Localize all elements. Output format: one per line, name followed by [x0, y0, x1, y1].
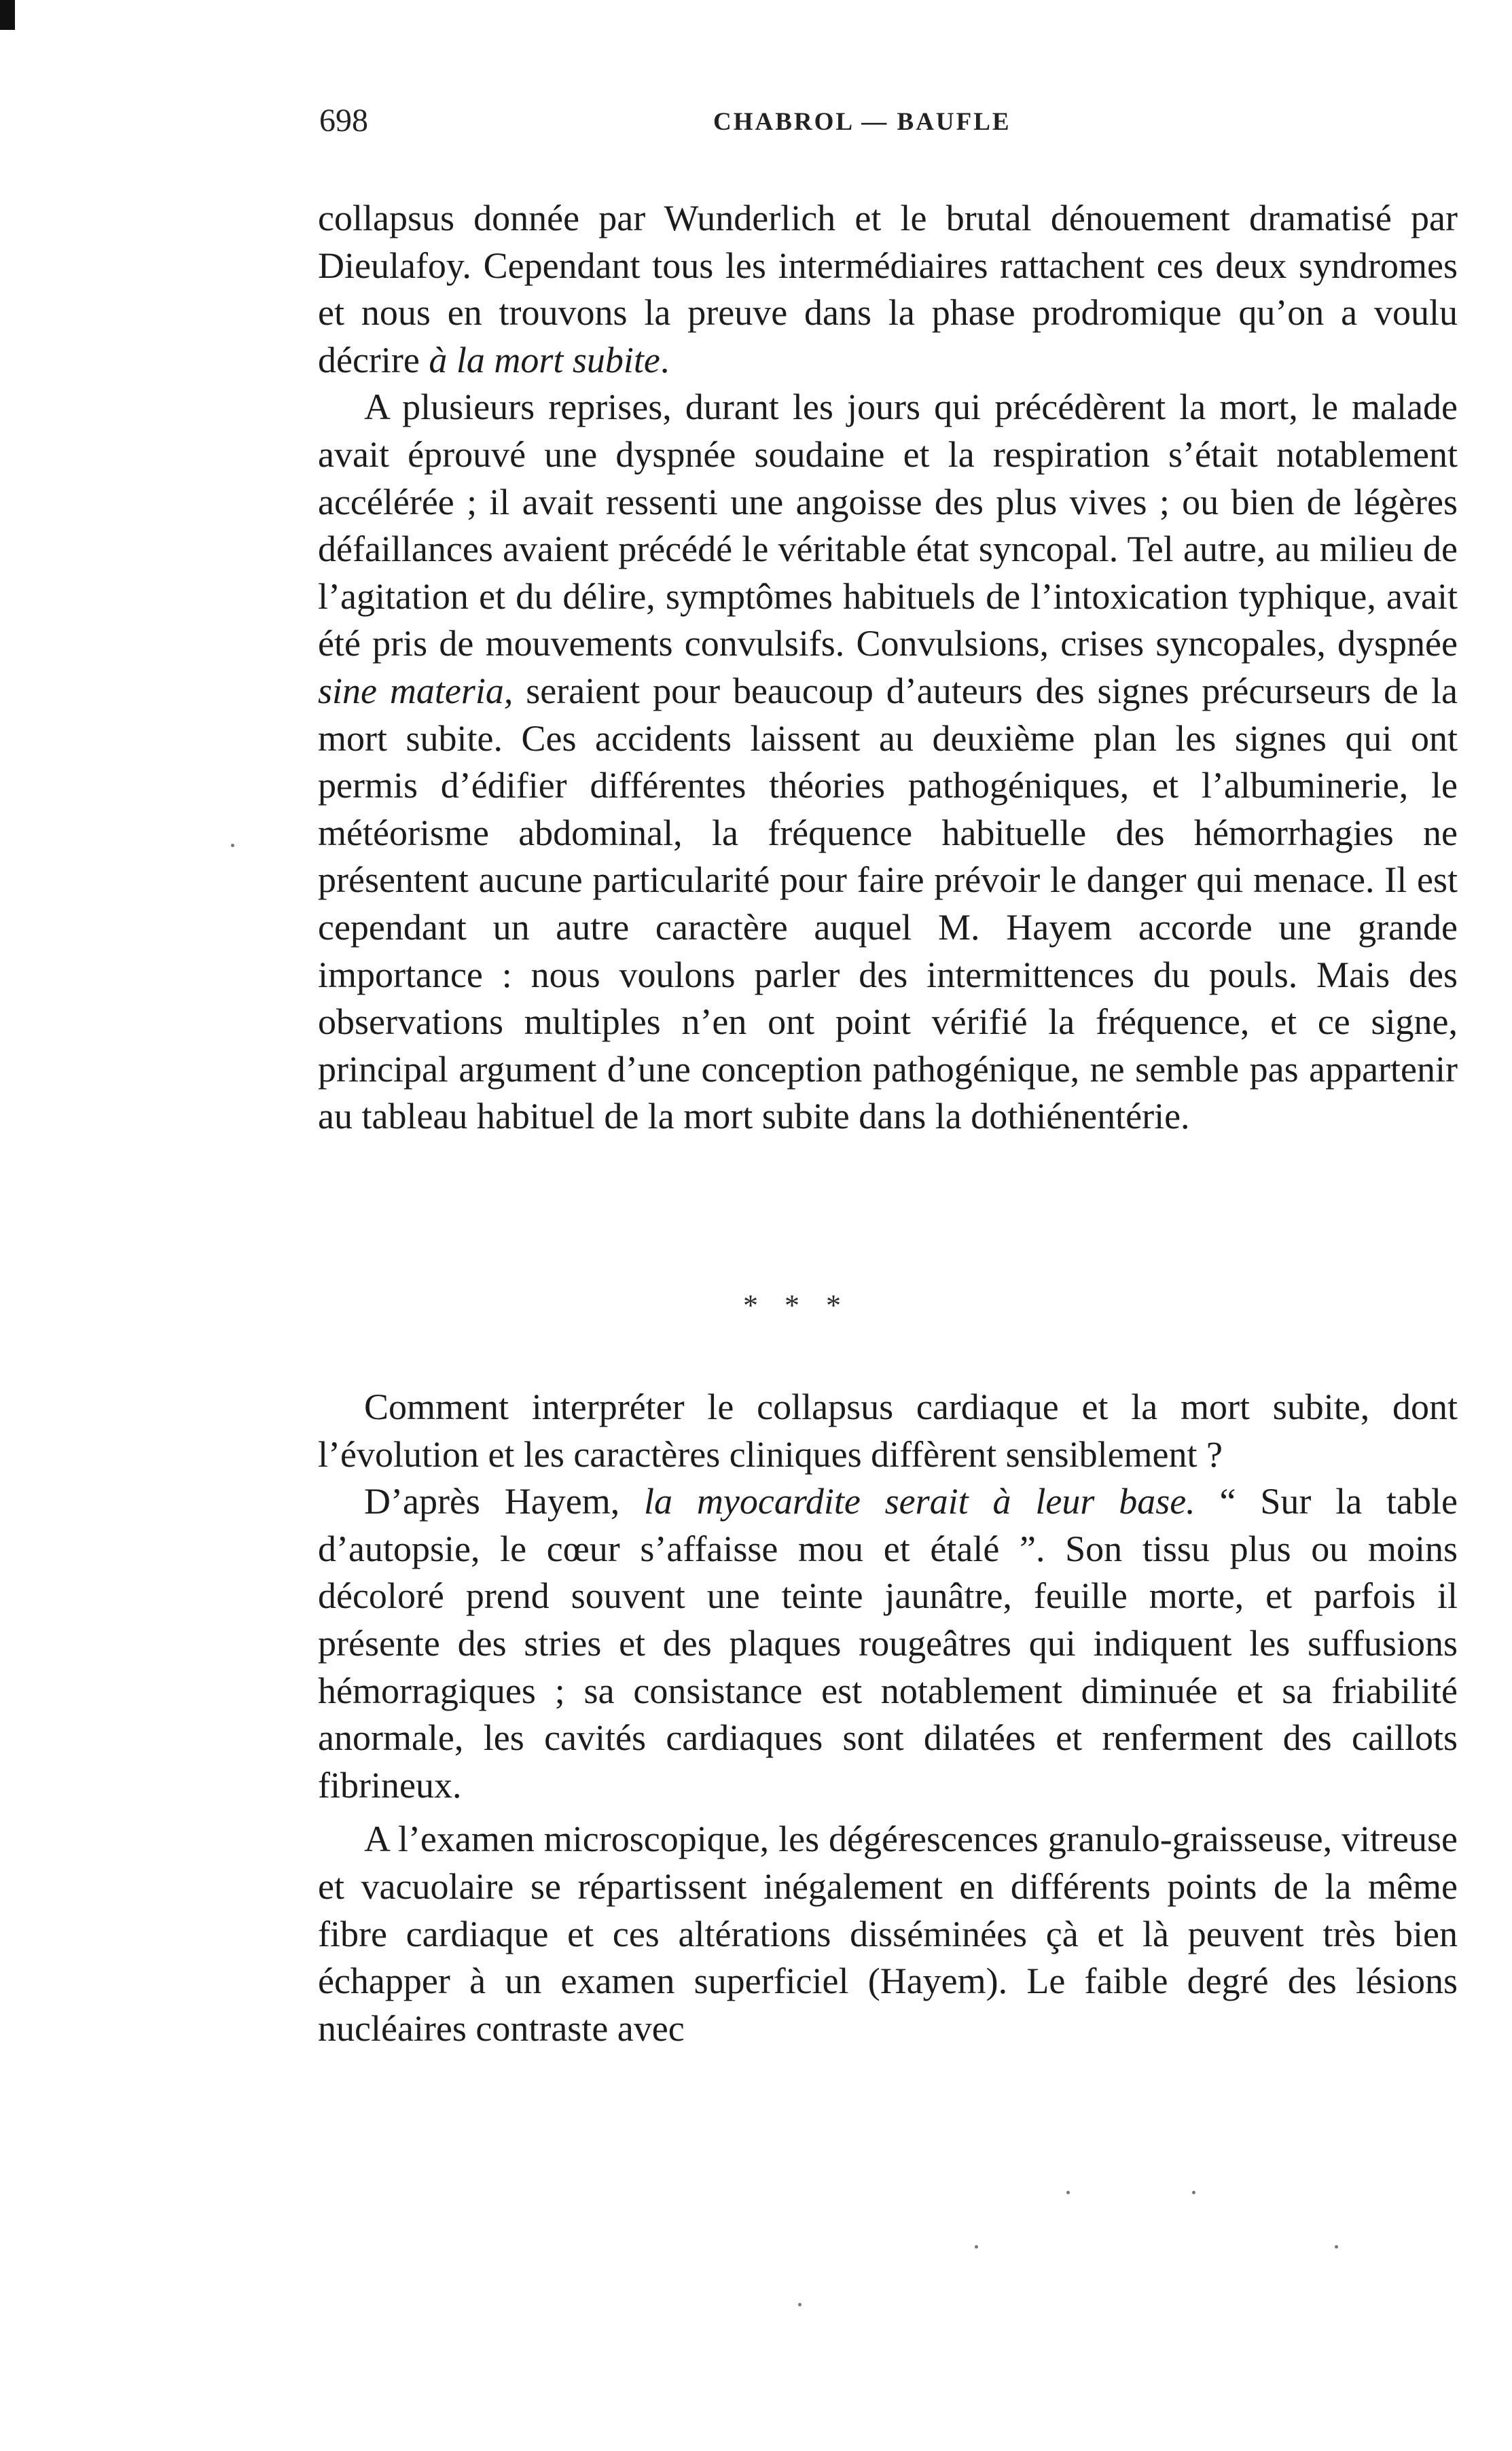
italic-text-run: sine materia,: [318, 670, 514, 711]
scan-speck: [1192, 2191, 1195, 2194]
scan-speck: [1066, 2191, 1070, 2194]
paragraph: [318, 1816, 1458, 2052]
scan-speck: [231, 844, 234, 847]
paragraph: [318, 1478, 1458, 1809]
text-run: A l’examen microscopique, les dégérescences granulo-graisseuse, vitreuse et vacuolaire se répartissent inégalement en différents points de la même fibre cardiaque et ces altérations disséminées çà et là peuvent très bien échapper à un examen superficiel (Hayem). Le faible degré des lésions nucléaires contraste avec: [318, 1819, 1458, 2049]
text-run: A plusieurs reprises, durant les jours qui précédèrent la mort, le malade avait éprouvé une dyspnée soudaine et la respiration s’était notablement accélérée ; il avait ressenti une angoisse des plus vives ; ou bien de légères défaillances avaient précédé le véritable état syncopal. Tel autre, au milieu de l’agitation et du délire, symptômes habituels de l’intoxication typhique, avait été pris de mouvements convulsifs. Convulsions, crises syncopales, dyspnée: [318, 387, 1458, 664]
scan-speck: [798, 2303, 802, 2306]
text-run: D’après Hayem,: [364, 1481, 645, 1522]
scan-speck: [975, 2245, 978, 2249]
italic-text-run: la myocardite serait à leur base.: [644, 1481, 1195, 1522]
scan-speck: [1335, 2245, 1338, 2249]
text-section-2: [318, 1384, 1458, 2052]
scan-corner-mark: [0, 0, 15, 30]
running-title: CHABROL — BAUFLE: [713, 108, 1011, 136]
text-run: Comment interpréter le collapsus cardiaque et la mort subite, dont l’évolution et les caractères cliniques diffèrent sensiblement ?: [318, 1386, 1458, 1475]
text-run: collapsus donnée par Wunderlich et le brutal dénouement dramatisé par Dieulafoy. Cependant tous les intermédiaires rattachent ces deux syndromes et nous en trouvons la preuve dans la phase prodromique qu’on a voulu décrire: [318, 198, 1458, 380]
section-separator: * * *: [743, 1289, 850, 1322]
page-number: 698: [319, 103, 368, 139]
text-section-1: [318, 195, 1458, 1141]
paragraph: [318, 1384, 1458, 1478]
text-run: “ Sur la table d’autopsie, le cœur s’affaisse mou et étalé ”. Son tissu plus ou moins décoloré prend souvent une teinte jaunâtre, feuille morte, et parfois il présente des stries et des plaques rougeâtres qui indiquent les suffusions hémorragiques ; sa consistance est notablement diminuée et sa friabilité anormale, les cavités cardiaques sont dilatées et renferment des caillots fibrineux.: [318, 1481, 1458, 1806]
paragraph: [318, 195, 1458, 384]
text-run: .: [660, 339, 670, 380]
italic-text-run: à la mort subite: [429, 339, 660, 380]
running-head: [319, 102, 1467, 143]
text-run: seraient pour beaucoup d’auteurs des signes précurseurs de la mort subite. Ces accidents laissent au deuxième plan les signes qui ont permis d’édifier différentes théories pathogéniques, et l’albuminerie, le météorisme abdominal, la fréquence habituelle des hémorrhagies ne présentent aucune particularité pour faire prévoir le danger qui menace. Il est cependant un autre caractère auquel M. Hayem accorde une grande importance : nous voulons parler des intermittences du pouls. Mais des observations multiples n’en ont point vérifié la fréquence, et ce signe, principal argument d’une conception pathogénique, ne semble pas appartenir au tableau habituel de la mort subite dans la dothiénentérie.: [318, 670, 1458, 1137]
paragraph: [318, 384, 1458, 1141]
